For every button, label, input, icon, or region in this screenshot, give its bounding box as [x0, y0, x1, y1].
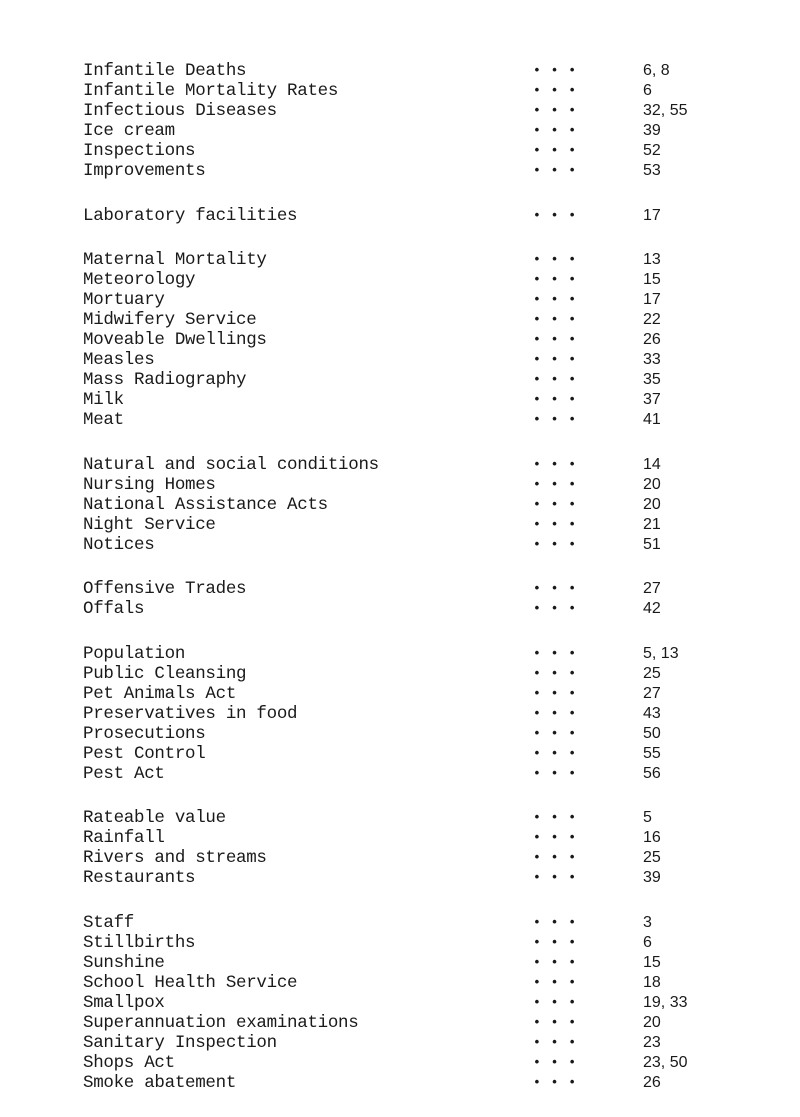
index-page-numbers: 26 [643, 1073, 661, 1091]
index-page-numbers: 17 [643, 291, 661, 308]
index-entry [83, 993, 763, 1013]
leader-dots: • • • [533, 1014, 578, 1030]
index-page-numbers: 25 [643, 849, 661, 866]
leader-dots: • • • [533, 63, 578, 78]
index-page-numbers: 26 [643, 331, 661, 348]
index-page-numbers: 42 [643, 600, 661, 617]
index-page-numbers: 35 [643, 371, 661, 388]
leader-dots: • • • [533, 725, 578, 741]
index-topic: Superannuation examinations [83, 1012, 359, 1033]
leader-dots: • • • [533, 103, 578, 118]
index-entry [83, 535, 763, 555]
leader-dots: • • • [533, 765, 578, 781]
index-topic: Improvements [83, 161, 206, 181]
index-page-numbers: 15 [643, 271, 661, 288]
index-entry [83, 973, 763, 993]
index-topic: Infantile Deaths [83, 61, 247, 81]
index-page-numbers: 25 [643, 664, 661, 682]
index-topic: Pet Animals Act [83, 683, 237, 704]
index-topic: Mass Radiography [83, 370, 247, 390]
index-topic: Infantile Mortality Rates [83, 81, 339, 101]
index-topic: Meteorology [83, 270, 196, 290]
index-page-numbers: 5 [643, 809, 652, 826]
index-page-numbers: 43 [643, 704, 661, 722]
leader-dots: • • • [533, 745, 578, 761]
index-group [83, 61, 763, 181]
leader-dots: • • • [533, 207, 578, 223]
leader-dots: • • • [533, 476, 578, 492]
index-entry [83, 933, 763, 953]
index-page-numbers: 6 [643, 82, 652, 99]
index-topic: Smallpox [83, 992, 165, 1013]
index-entry [83, 1073, 763, 1093]
index-topic: Restaurants [83, 868, 196, 888]
index-entry [83, 644, 763, 664]
leader-dots: • • • [533, 685, 578, 701]
index-entry [83, 1053, 763, 1073]
index-group [83, 250, 763, 430]
index-page-numbers: 16 [643, 829, 661, 846]
index-topic: Public Cleansing [83, 663, 247, 684]
leader-dots: • • • [533, 292, 578, 307]
index-entry [83, 206, 763, 226]
index-page-numbers: 17 [643, 206, 661, 224]
index-topic: Notices [83, 534, 155, 555]
index-entry [83, 410, 763, 430]
index-entry [83, 953, 763, 973]
leader-dots: • • • [533, 123, 578, 138]
index-topic: Offals [83, 599, 145, 619]
index-topic: Natural and social conditions [83, 454, 379, 475]
index-entry [83, 495, 763, 515]
index-page-numbers: 33 [643, 351, 661, 368]
index-page-numbers: 51 [643, 535, 661, 553]
index-topic: Stillbirths [83, 932, 196, 953]
leader-dots: • • • [533, 412, 578, 427]
index-entry [83, 350, 763, 370]
index-group [83, 579, 763, 619]
index-topic: Moveable Dwellings [83, 330, 267, 350]
leader-dots: • • • [533, 705, 578, 721]
index-page-numbers: 20 [643, 495, 661, 513]
index-topic: Midwifery Service [83, 310, 257, 330]
index-page-numbers: 32, 55 [643, 102, 688, 119]
index-topic: Offensive Trades [83, 579, 247, 599]
leader-dots: • • • [533, 1054, 578, 1070]
index-page-numbers: 39 [643, 122, 661, 139]
leader-dots: • • • [533, 581, 578, 596]
leader-dots: • • • [533, 516, 578, 532]
index-entry [83, 61, 763, 81]
index-entry [83, 828, 763, 848]
index-entry [83, 808, 763, 828]
index-topic: Measles [83, 350, 155, 370]
index-group [83, 644, 763, 784]
index-entry [83, 101, 763, 121]
index-topic: Preservatives in food [83, 703, 298, 724]
index-topic: Rateable value [83, 808, 226, 828]
index-entry [83, 848, 763, 868]
index-page-numbers: 53 [643, 162, 661, 179]
index-page-numbers: 20 [643, 1013, 661, 1031]
index-page-numbers: 23, 50 [643, 1053, 688, 1071]
index-entry [83, 81, 763, 101]
index-topic: Nursing Homes [83, 474, 216, 495]
leader-dots: • • • [533, 914, 578, 930]
index-group [83, 913, 763, 1093]
index-topic: Smoke abatement [83, 1072, 237, 1093]
index-page-numbers: 22 [643, 311, 661, 328]
leader-dots: • • • [533, 272, 578, 287]
index-page-numbers: 55 [643, 744, 661, 762]
index-entry [83, 310, 763, 330]
index-entry [83, 290, 763, 310]
index-entry [83, 141, 763, 161]
leader-dots: • • • [533, 665, 578, 681]
index-topic: Prosecutions [83, 723, 206, 744]
index-entry [83, 664, 763, 684]
index-topic: Maternal Mortality [83, 250, 267, 270]
index-topic: Laboratory facilities [83, 205, 298, 226]
index-entry [83, 390, 763, 410]
leader-dots: • • • [533, 954, 578, 970]
index-topic: National Assistance Acts [83, 494, 328, 515]
index-entry [83, 455, 763, 475]
index-page-numbers: 19, 33 [643, 993, 688, 1011]
index-entry [83, 684, 763, 704]
leader-dots: • • • [533, 645, 578, 661]
index-topic: Staff [83, 912, 135, 933]
index-entry [83, 913, 763, 933]
leader-dots: • • • [533, 934, 578, 950]
leader-dots: • • • [533, 312, 578, 327]
index-page-numbers: 15 [643, 953, 661, 971]
index-page-numbers: 20 [643, 475, 661, 493]
index-topic: School Health Service [83, 972, 298, 993]
index-entry [83, 764, 763, 784]
leader-dots: • • • [533, 810, 578, 825]
index-topic: Rainfall [83, 828, 165, 848]
leader-dots: • • • [533, 496, 578, 512]
index-topic: Milk [83, 390, 124, 410]
index-topic: Sanitary Inspection [83, 1032, 277, 1053]
index-page-numbers: 56 [643, 764, 661, 782]
index-topic: Ice cream [83, 121, 175, 141]
index-page-numbers: 14 [643, 455, 661, 473]
index-entry [83, 868, 763, 888]
index-topic: Sunshine [83, 952, 165, 973]
index-page-numbers: 27 [643, 684, 661, 702]
index-page-numbers: 21 [643, 515, 661, 533]
index-topic: Mortuary [83, 290, 165, 310]
leader-dots: • • • [533, 601, 578, 616]
index-entry [83, 270, 763, 290]
index-entry [83, 724, 763, 744]
index-topic: Population [83, 643, 186, 664]
index-topic: Inspections [83, 141, 196, 161]
leader-dots: • • • [533, 870, 578, 885]
index-entry [83, 515, 763, 535]
index-page-numbers: 6 [643, 933, 652, 951]
index-topic: Meat [83, 410, 124, 430]
index-topic: Night Service [83, 514, 216, 535]
leader-dots: • • • [533, 850, 578, 865]
index-group [83, 206, 763, 226]
index-page-numbers: 13 [643, 251, 661, 268]
leader-dots: • • • [533, 252, 578, 267]
index-page-numbers: 23 [643, 1033, 661, 1051]
leader-dots: • • • [533, 1034, 578, 1050]
index-entry [83, 704, 763, 724]
index-page-numbers: 52 [643, 142, 661, 159]
leader-dots: • • • [533, 994, 578, 1010]
index-entry [83, 475, 763, 495]
index-entry [83, 121, 763, 141]
index-entry [83, 370, 763, 390]
index-topic: Pest Act [83, 763, 165, 784]
index-topic: Infectious Diseases [83, 101, 277, 121]
index-entry [83, 599, 763, 619]
index-entry [83, 1013, 763, 1033]
index-page-numbers: 3 [643, 913, 652, 931]
index-page-numbers: 6, 8 [643, 62, 670, 79]
leader-dots: • • • [533, 456, 578, 472]
index-page-numbers: 39 [643, 869, 661, 886]
index-topic: Rivers and streams [83, 848, 267, 868]
index-page-numbers: 5, 13 [643, 644, 679, 662]
leader-dots: • • • [533, 83, 578, 98]
index-entry [83, 250, 763, 270]
leader-dots: • • • [533, 536, 578, 552]
index-page-numbers: 41 [643, 411, 661, 428]
leader-dots: • • • [533, 392, 578, 407]
leader-dots: • • • [533, 1074, 578, 1090]
index-group [83, 808, 763, 888]
index-page-numbers: 18 [643, 973, 661, 991]
index-page-numbers: 50 [643, 724, 661, 742]
leader-dots: • • • [533, 332, 578, 347]
index-entry [83, 744, 763, 764]
index-entry [83, 1033, 763, 1053]
index-topic: Shops Act [83, 1052, 175, 1073]
index-entry [83, 330, 763, 350]
index-page-numbers: 37 [643, 391, 661, 408]
subject-index [83, 61, 763, 1117]
leader-dots: • • • [533, 372, 578, 387]
leader-dots: • • • [533, 352, 578, 367]
index-group [83, 455, 763, 555]
leader-dots: • • • [533, 143, 578, 158]
index-topic: Pest Control [83, 743, 206, 764]
leader-dots: • • • [533, 163, 578, 178]
index-entry [83, 161, 763, 181]
leader-dots: • • • [533, 974, 578, 990]
leader-dots: • • • [533, 830, 578, 845]
index-entry [83, 579, 763, 599]
index-page-numbers: 27 [643, 580, 661, 597]
